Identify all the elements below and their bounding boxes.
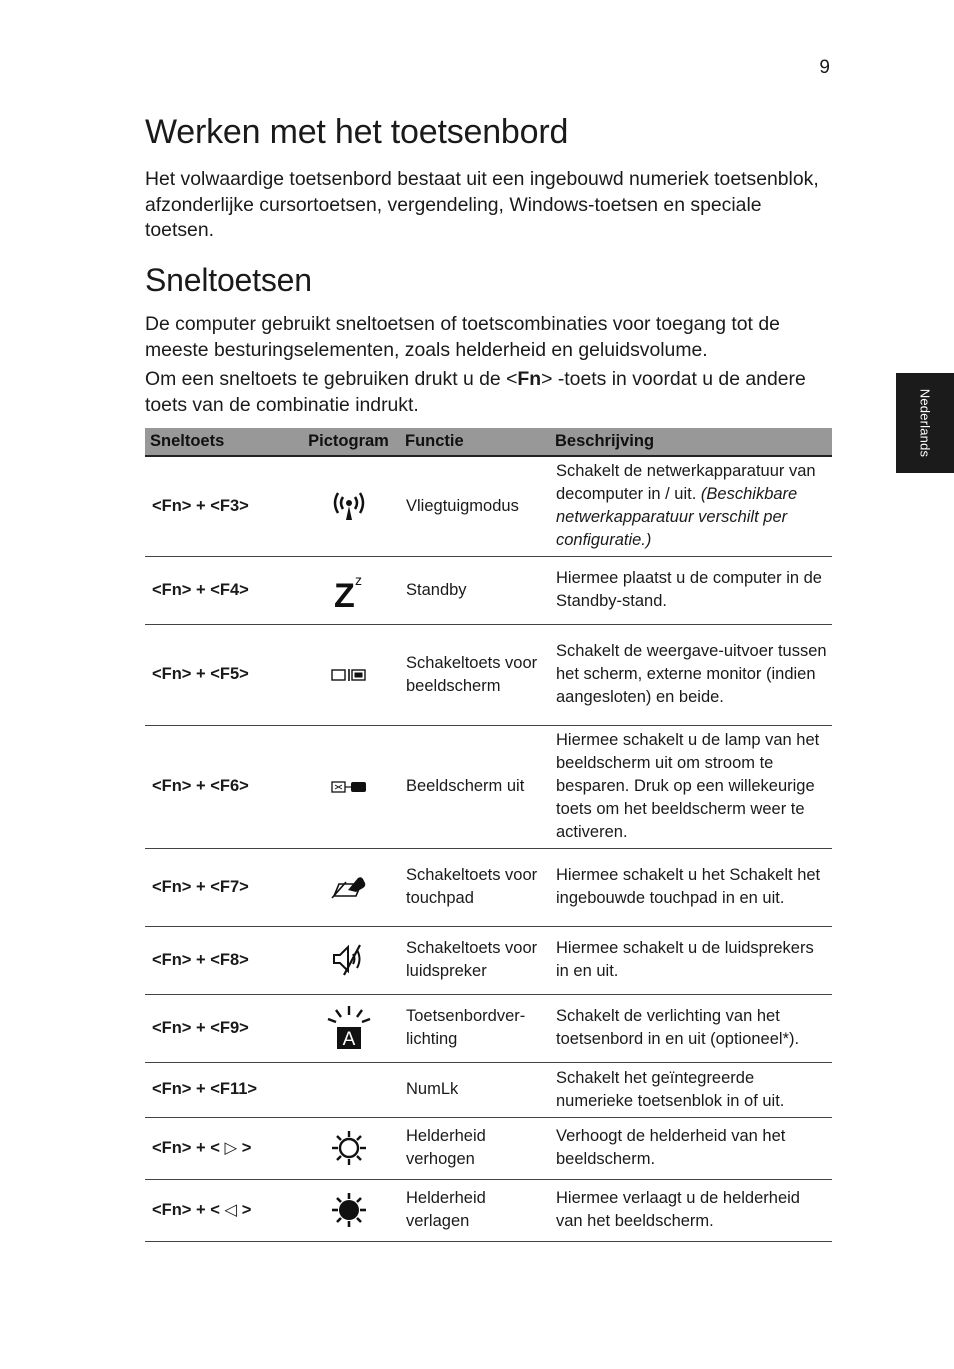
language-tab-label: Nederlands xyxy=(917,388,933,458)
function-cell: Helderheid verhogen xyxy=(400,1117,550,1179)
table-row xyxy=(145,725,832,848)
header-desc: Beschrijving xyxy=(550,428,832,456)
description-cell: Hiermee verlaagt u de helderheid van het beeldscherm. xyxy=(550,1179,832,1241)
table-row xyxy=(145,994,832,1062)
page-number: 9 xyxy=(819,57,830,78)
function-cell: Toetsenbordver-lichting xyxy=(400,994,550,1062)
hotkey-cell: <Fn> + < ▷ > xyxy=(145,1117,297,1179)
intro-paragraph: Het volwaardige toetsenbord bestaat uit een ingebouwd numeriek toetsenblok, afzonderlijke cursortoetsen, vergendeling, Windows-toetsen en speciale toetsen. xyxy=(145,168,819,241)
function-cell: Schakeltoets voor touchpad xyxy=(400,848,550,926)
keyboard-backlight-icon xyxy=(324,1005,374,1051)
hotkey-cell: <Fn> + <F7> xyxy=(145,848,297,926)
hotkey-cell: <Fn> + <F8> xyxy=(145,926,297,994)
table-row xyxy=(145,624,832,725)
section-paragraph-2 xyxy=(145,367,835,418)
function-cell: Vliegtuigmodus xyxy=(400,456,550,556)
description-cell: Verhoogt de helderheid van het beeldscherm. xyxy=(550,1117,832,1179)
description-cell: Schakelt de weergave-uitvoer tussen het scherm, externe monitor (indien aangesloten) en beide. xyxy=(550,624,832,725)
touchpad-toggle-icon xyxy=(330,874,368,900)
description-cell: Hiermee schakelt u de lamp van het beeldscherm uit om stroom te besparen. Druk op een willekeurige toets om het beeldscherm weer te activeren. xyxy=(550,725,832,848)
para2-before: Om een sneltoets te gebruiken drukt u de < xyxy=(145,368,518,390)
hotkey-cell: <Fn> + < ◁ > xyxy=(145,1179,297,1241)
description-cell: Schakelt het geïntegreerde numerieke toetsenblok in of uit. xyxy=(550,1062,832,1117)
section-paragraph-1: De computer gebruikt sneltoetsen of toetscombinaties voor toegang tot de meeste besturingselementen, zoals helderheid en geluidsvolume. xyxy=(145,313,780,361)
function-cell: Standby xyxy=(400,556,550,624)
speaker-mute-icon xyxy=(330,943,368,977)
description-cell: Schakelt de verlichting van het toetsenbord in en uit (optioneel*). xyxy=(550,994,832,1062)
function-cell: Schakeltoets voor beeldscherm xyxy=(400,624,550,725)
table-header-row xyxy=(145,428,832,456)
hotkey-cell: <Fn> + <F9> xyxy=(145,994,297,1062)
description-cell: Hiermee schakelt u de luidsprekers in en uit. xyxy=(550,926,832,994)
page-title: Werken met het toetsenbord xyxy=(145,113,569,151)
header-key: Sneltoets xyxy=(145,428,297,456)
hotkey-cell: <Fn> + <F3> xyxy=(145,456,297,556)
hotkey-cell: <Fn> + <F11> xyxy=(145,1062,297,1117)
description-note: (Beschikbare netwerkapparatuur verschilt per configuratie.) xyxy=(556,485,798,550)
screen-off-icon xyxy=(331,780,367,794)
header-icon: Pictogram xyxy=(297,428,400,456)
table-row xyxy=(145,1117,832,1179)
svg-text:z: z xyxy=(354,572,362,588)
function-cell: Schakeltoets voor luidspreker xyxy=(400,926,550,994)
brightness-up-icon xyxy=(330,1129,368,1167)
sleep-icon xyxy=(332,571,366,609)
description-cell: Hiermee plaatst u de computer in de Standby-stand. xyxy=(550,556,832,624)
para2-fn-key: Fn xyxy=(517,368,542,390)
hotkey-cell: <Fn> + <F4> xyxy=(145,556,297,624)
wireless-icon xyxy=(329,489,369,523)
table-row xyxy=(145,848,832,926)
description-text: Schakelt de netwerkapparatuur van decomputer in / uit. xyxy=(556,462,816,504)
table-row xyxy=(145,1179,832,1241)
description-cell: Hiermee schakelt u het Schakelt het ingebouwde touchpad in en uit. xyxy=(550,848,832,926)
language-tab xyxy=(896,373,954,473)
table-row xyxy=(145,926,832,994)
function-cell: Helderheid verlagen xyxy=(400,1179,550,1241)
section-title: Sneltoetsen xyxy=(145,262,312,298)
hotkey-cell: <Fn> + <F6> xyxy=(145,725,297,848)
backlight-key-letter: A xyxy=(342,1029,355,1050)
hotkeys-table xyxy=(145,428,832,1242)
table-row xyxy=(145,1062,832,1117)
display-toggle-icon xyxy=(331,668,367,682)
table-row xyxy=(145,556,832,624)
brightness-down-icon xyxy=(330,1191,368,1229)
header-func: Functie xyxy=(400,428,550,456)
description-cell xyxy=(550,456,832,556)
hotkey-cell: <Fn> + <F5> xyxy=(145,624,297,725)
function-cell: Beeldscherm uit xyxy=(400,725,550,848)
table-row xyxy=(145,456,832,556)
svg-text:Z: Z xyxy=(333,577,355,609)
function-cell: NumLk xyxy=(400,1062,550,1117)
para2-after: > -toets in voordat u de andere toets van de combinatie indrukt. xyxy=(145,368,806,416)
